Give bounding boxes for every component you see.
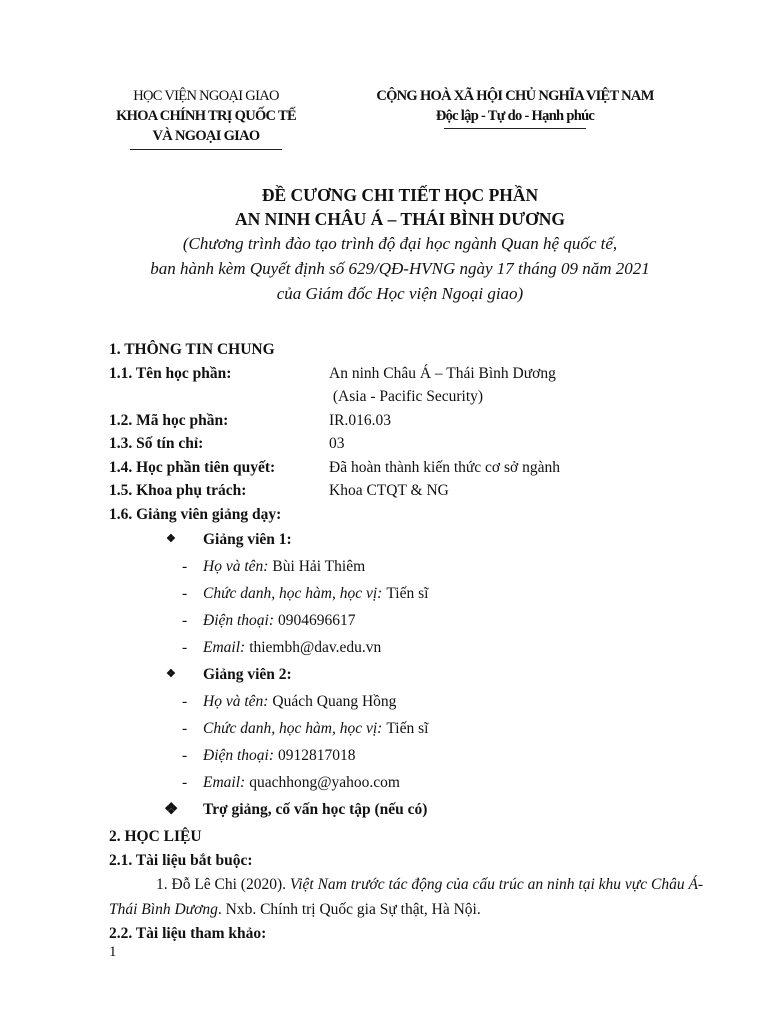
field-value: 0904696617: [278, 612, 356, 629]
field-value: 0912817018: [278, 747, 356, 764]
field-value: Bùi Hải Thiêm: [272, 558, 366, 575]
info-key: 1.2. Mã học phần:: [109, 411, 229, 429]
info-row-course-name: [109, 362, 729, 386]
info-key: 1.5. Khoa phụ trách:: [109, 482, 247, 499]
lecturer-2-name: [109, 688, 729, 715]
document-body: [109, 338, 729, 946]
field-label: Email:: [203, 774, 246, 791]
document-title: [60, 183, 740, 306]
info-value: (Asia - Pacific Security): [329, 388, 484, 405]
header-right-rule: [444, 128, 586, 129]
info-row-faculty: [109, 479, 729, 503]
title-line-1: ĐỀ CƯƠNG CHI TIẾT HỌC PHẦN: [261, 185, 539, 205]
faculty-name-line1: KHOA CHÍNH TRỊ QUỐC TẾ: [116, 108, 296, 124]
required-material-item: [109, 872, 729, 922]
title-line-2: AN NINH CHÂU Á – THÁI BÌNH DƯƠNG: [234, 209, 566, 229]
national-header: [345, 86, 685, 129]
dash-bullet-icon: -: [182, 612, 188, 629]
lecturers-heading: 1.6. Giảng viên giảng dạy:: [109, 505, 282, 523]
lecturer-1-email: [109, 634, 729, 661]
diamond-bullet-icon: ❖: [166, 533, 176, 545]
field-label: Họ và tên:: [203, 558, 269, 575]
field-label: Chức danh, học hàm, học vị:: [203, 720, 383, 737]
lecturer-2-email: [109, 769, 729, 796]
field-value: Tiến sĩ: [386, 585, 429, 602]
field-label: Họ và tên:: [203, 693, 269, 710]
info-key: 1.3. Số tín chỉ:: [109, 435, 204, 452]
info-row-prerequisite: [109, 456, 729, 480]
diamond-bullet-icon: ❖: [164, 801, 179, 818]
field-value: Quách Quang Hồng: [272, 693, 397, 710]
institution-header: [90, 86, 322, 150]
subtitle-line-2: ban hành kèm Quyết định số 629/QĐ-HVNG ngày 17 tháng 09 năm 2021: [150, 259, 650, 278]
reference-author: 1. Đỗ Lê Chi (2020).: [156, 876, 290, 893]
page-number: 1: [109, 944, 117, 960]
dash-bullet-icon: -: [182, 558, 188, 575]
field-value: quachhong@yahoo.com: [249, 774, 400, 791]
lecturer-title: Giảng viên 1:: [203, 531, 292, 548]
faculty-name-line2: VÀ NGOẠI GIAO: [152, 128, 260, 144]
field-label: Điện thoại:: [203, 612, 275, 629]
lecturer-title: Giảng viên 2:: [203, 666, 292, 683]
field-label: Chức danh, học hàm, học vị:: [203, 585, 383, 602]
lecturer-1-heading: [109, 526, 729, 553]
dash-bullet-icon: -: [182, 720, 188, 737]
lecturer-2-phone: [109, 742, 729, 769]
info-value: Đã hoàn thành kiến thức cơ sở ngành: [329, 458, 560, 476]
field-label: Điện thoại:: [203, 747, 275, 764]
dash-bullet-icon: -: [182, 693, 188, 710]
reference-title: Việt Nam trước tác động của cấu trúc an ninh tại khu vực Châu Á-Thái Bình Dương: [109, 876, 704, 918]
country-name: CỘNG HOÀ XÃ HỘI CHỦ NGHĨA VIỆT NAM: [376, 88, 654, 104]
section-2-heading: 2. HỌC LIỆU: [109, 828, 202, 845]
dash-bullet-icon: -: [182, 774, 188, 791]
header-left-rule: [130, 149, 282, 150]
info-row-course-code: [109, 409, 729, 433]
lecturer-1-degree: [109, 580, 729, 607]
field-value: Tiến sĩ: [386, 720, 429, 737]
dash-bullet-icon: -: [182, 747, 188, 764]
info-key: 1.4. Học phần tiên quyết:: [109, 458, 276, 476]
dash-bullet-icon: -: [182, 639, 188, 656]
info-row-course-name-en: [109, 385, 729, 409]
lecturer-1-name: [109, 553, 729, 580]
subtitle-line-3: của Giám đốc Học viện Ngoại giao): [276, 284, 524, 303]
reference-materials-heading: 2.2. Tài liệu tham khảo:: [109, 925, 267, 942]
info-value: An ninh Châu Á – Thái Bình Dương: [329, 364, 556, 382]
info-value: IR.016.03: [329, 411, 391, 429]
lecturer-2-degree: [109, 715, 729, 742]
reference-publisher: . Nxb. Chính trị Quốc gia Sự thật, Hà Nội.: [217, 901, 481, 918]
section-1-heading: 1. THÔNG TIN CHUNG: [109, 341, 275, 358]
info-value: Khoa CTQT & NG: [329, 482, 449, 499]
info-row-credits: [109, 432, 729, 456]
lecturer-2-heading: [109, 661, 729, 688]
assistant-title: Trợ giảng, cố vấn học tập (nếu có): [203, 801, 428, 818]
info-value: 03: [329, 435, 345, 452]
field-value: thiembh@dav.edu.vn: [249, 639, 382, 656]
dash-bullet-icon: -: [182, 585, 188, 602]
national-motto: Độc lập - Tự do - Hạnh phúc: [435, 108, 595, 124]
subtitle-line-1: (Chương trình đào tạo trình độ đại học ngành Quan hệ quốc tế,: [182, 234, 618, 253]
academy-name: HỌC VIỆN NGOẠI GIAO: [133, 88, 279, 104]
diamond-bullet-icon: ❖: [166, 668, 176, 680]
required-materials-heading: 2.1. Tài liệu bắt buộc:: [109, 851, 253, 869]
lecturer-1-phone: [109, 607, 729, 634]
field-label: Email:: [203, 639, 246, 656]
assistant-heading: [109, 796, 729, 823]
info-key: 1.1. Tên học phần:: [109, 364, 232, 382]
info-key: [109, 385, 329, 409]
